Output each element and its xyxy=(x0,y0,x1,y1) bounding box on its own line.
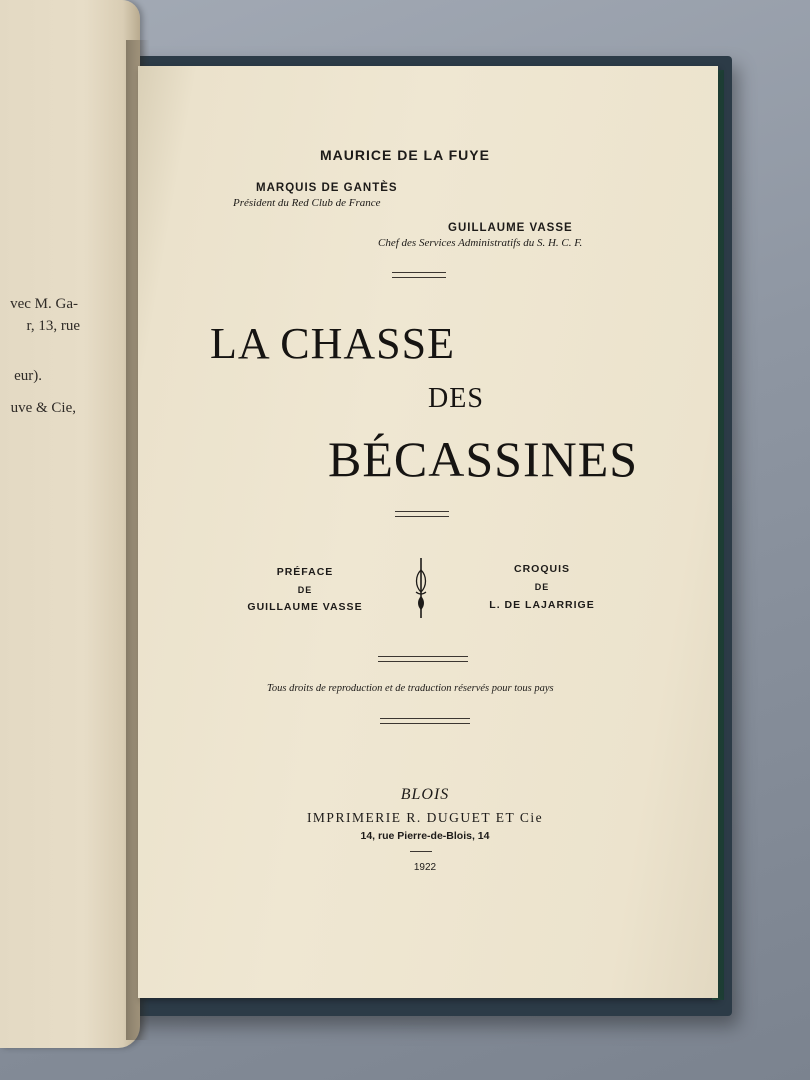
short-rule xyxy=(410,851,432,852)
imprint-address: 14, rue Pierre-de-Blois, 14 xyxy=(360,830,490,842)
left-page-line: uve & Cie, xyxy=(10,400,76,416)
preface-name: GUILLAUME VASSE xyxy=(247,601,363,613)
preface-de: DE xyxy=(297,585,313,595)
title-line-3: BÉCASSINES xyxy=(328,431,639,487)
croquis-name: L. DE LAJARRIGE xyxy=(489,599,595,611)
author-third: GUILLAUME VASSE xyxy=(448,222,573,234)
divider-rule xyxy=(378,656,468,662)
left-page xyxy=(0,0,140,1048)
divider-rule xyxy=(395,511,449,517)
author-third-role: Chef des Services Administratifs du S. H. C. F. xyxy=(378,237,583,249)
left-page-line: eur). xyxy=(14,368,42,384)
fleuron-ornament-icon xyxy=(412,556,430,620)
divider-rule xyxy=(392,272,446,278)
left-page-line: vec M. Ga- xyxy=(10,296,78,312)
imprint-year: 1922 xyxy=(413,862,437,873)
imprint-city: BLOIS xyxy=(400,786,450,803)
rights-notice: Tous droits de reproduction et de traduction réservés pour tous pays xyxy=(267,683,554,694)
author-main: MAURICE DE LA FUYE xyxy=(320,147,490,163)
preface-label: PRÉFACE xyxy=(276,566,334,578)
croquis-label: CROQUIS xyxy=(513,563,570,575)
divider-rule xyxy=(380,718,470,724)
title-line-2: DES xyxy=(428,383,484,414)
author-second-role: Président du Red Club de France xyxy=(233,197,381,209)
title-page xyxy=(138,66,718,998)
author-second: MARQUIS DE GANTÈS xyxy=(256,182,398,194)
croquis-de: DE xyxy=(534,582,550,592)
imprint-printer: IMPRIMERIE R. DUGUET ET Cie xyxy=(306,810,544,825)
title-line-1: LA CHASSE xyxy=(210,319,455,368)
left-page-line: r, 13, rue xyxy=(26,318,80,334)
